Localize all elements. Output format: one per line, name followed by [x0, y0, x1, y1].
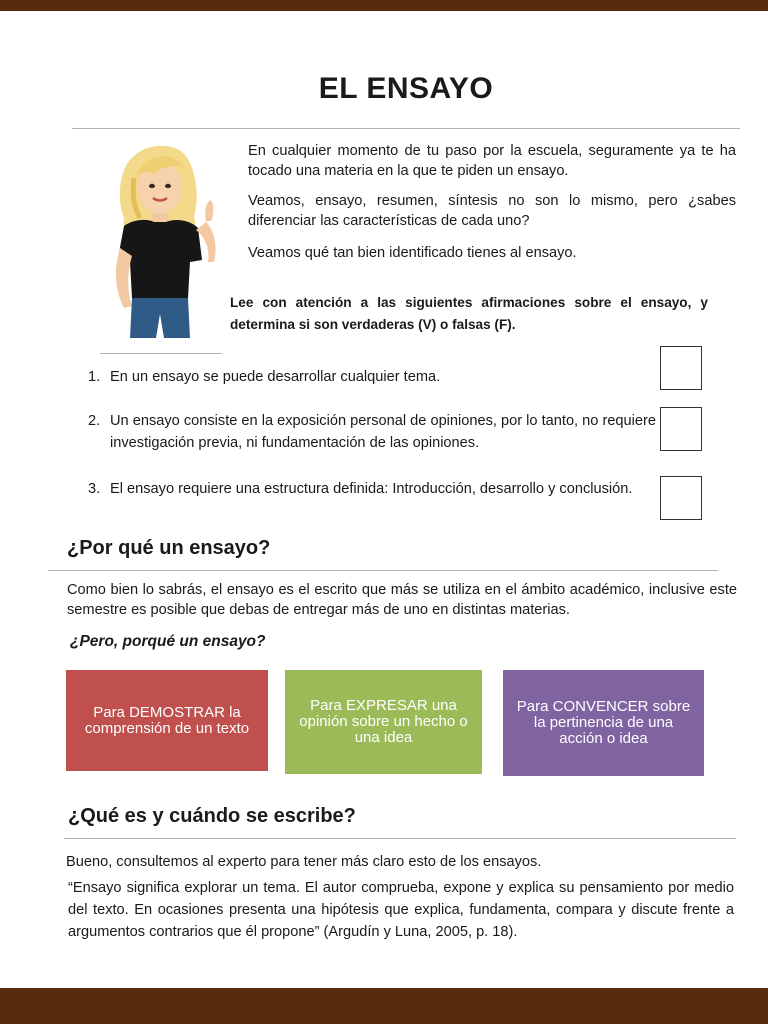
- section-divider-why: [48, 570, 718, 571]
- why-paragraph: Como bien lo sabrás, el ensayo es el escrito que más se utiliza en el ámbito académico, inclusive este semestre es posible que debas de entregar más de uno en distintas materias.: [67, 582, 737, 618]
- card-convencer: [503, 670, 704, 776]
- woman-illustration-icon: [102, 138, 224, 338]
- list-item: [88, 478, 656, 500]
- intro-paragraph-2: Veamos, ensayo, resumen, síntesis no son lo mismo, pero ¿sabes diferenciar las características de cada uno?: [248, 193, 736, 229]
- question-text: En un ensayo se puede desarrollar cualquier tema.: [110, 369, 441, 385]
- list-item: [88, 366, 656, 388]
- section-heading-why: ¿Por qué un ensayo?: [67, 537, 271, 559]
- answer-box-2[interactable]: [660, 407, 702, 451]
- top-border-bar: [0, 0, 768, 11]
- quote-paragraph: “Ensayo significa explorar un tema. El autor comprueba, expone y explica su pensamiento por medio del texto. En ocasiones presenta una hipótesis que explica, fundamenta, compara y discute frente a argumentos contrarios que él propone” (Argudín y Luna, 2005, p. 18).: [68, 880, 734, 940]
- answer-box-3[interactable]: [660, 476, 702, 520]
- list-item: [88, 410, 656, 454]
- card-demostrar: [66, 670, 268, 771]
- answer-box-1[interactable]: [660, 346, 702, 390]
- intro-paragraph-3: Veamos qué tan bien identificado tienes al ensayo.: [248, 245, 577, 261]
- question-text: El ensayo requiere una estructura definida: Introducción, desarrollo y conclusión.: [110, 481, 633, 497]
- question-number: 1.: [88, 369, 101, 385]
- card-text: Para EXPRESAR una opinión sobre un hecho o una idea: [299, 697, 468, 746]
- card-text: Para CONVENCER sobre la pertinencia de una acción o idea: [516, 698, 691, 747]
- card-expresar: [285, 670, 482, 774]
- section-divider-what: [64, 838, 736, 839]
- bottom-border-bar: [0, 988, 768, 1024]
- question-number: 3.: [88, 481, 101, 497]
- question-number: 2.: [88, 413, 101, 429]
- instruction-text: Lee con atención a las siguientes afirmaciones sobre el ensayo, y determina si son verdaderas (V) o falsas (F).: [230, 295, 708, 332]
- page-title: EL ENSAYO: [318, 72, 494, 105]
- subheading-but-why: ¿Pero, porqué un ensayo?: [70, 633, 266, 650]
- section-heading-what: ¿Qué es y cuándo se escribe?: [68, 805, 356, 827]
- card-text: Para DEMOSTRAR la comprensión de un texto: [84, 703, 250, 737]
- intro-paragraph-1: En cualquier momento de tu paso por la escuela, seguramente ya te ha tocado una materia en la que te piden un ensayo.: [248, 143, 736, 179]
- expert-intro-paragraph: Bueno, consultemos al experto para tener más claro esto de los ensayos.: [66, 854, 542, 870]
- question-text: Un ensayo consiste en la exposición personal de opiniones, por lo tanto, no requiere investigación previa, ni fundamentación de las opiniones.: [110, 413, 656, 451]
- title-divider: [72, 128, 740, 129]
- illustration-divider: [100, 353, 222, 354]
